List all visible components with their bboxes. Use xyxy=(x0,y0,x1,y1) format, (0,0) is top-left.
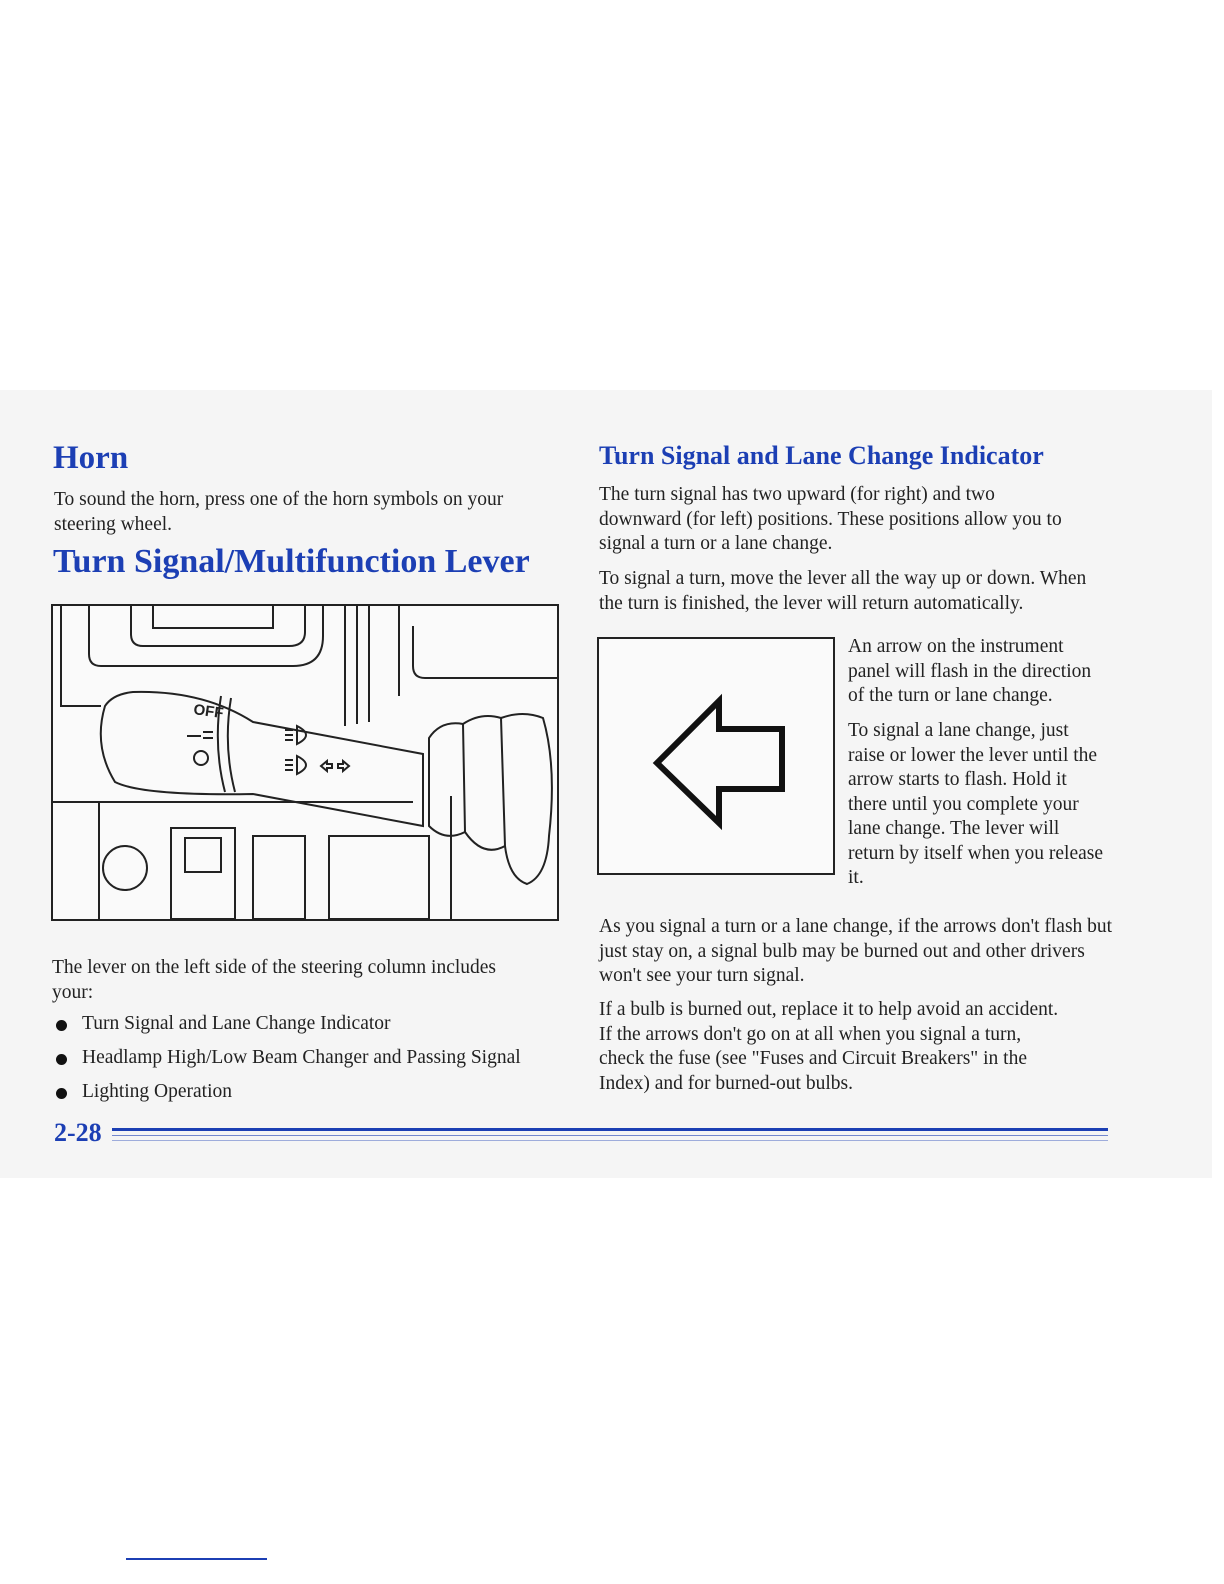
horn-heading: Horn xyxy=(53,440,129,476)
page-number: 2-28 xyxy=(54,1118,102,1147)
lever-intro: The lever on the left side of the steering column includes your: xyxy=(52,957,497,1003)
bottom-link-line xyxy=(126,1558,267,1560)
turn-signal-p6: If a bulb is burned out, replace it to help avoid an accident. If the arrows don't go on at all when you signal a turn, check the fuse (see "Fuses and Circuit Breakers" in the Index) and for burned-out bulbs. xyxy=(599,999,1059,1094)
turn-signal-p1: The turn signal has two upward (for right) and two downward (for left) positions. These positions allow you to signal a turn or a lane change. xyxy=(599,484,1062,554)
turn-signal-p4: To signal a lane change, just raise or lower the lever until the arrow starts to flash. Hold it there until you complete your lane change. The lever will return by itself when you release it. xyxy=(848,720,1104,888)
off-label: OFF xyxy=(192,701,225,723)
arrow-illustration xyxy=(597,637,835,875)
list-item: Lighting Operation xyxy=(52,1080,521,1114)
list-item: Headlamp High/Low Beam Changer and Passing Signal xyxy=(52,1046,521,1080)
lever-heading: Turn Signal/Multifunction Lever xyxy=(53,543,530,580)
footer-rule-thin xyxy=(112,1135,1108,1136)
turn-signal-p5: As you signal a turn or a lane change, if the arrows don't flash but just stay on, a signal bulb may be burned out and other drivers won't see your turn signal. xyxy=(599,916,1113,986)
lever-drawing xyxy=(53,606,557,919)
lever-feature-list xyxy=(52,1012,521,1114)
turn-signal-heading: Turn Signal and Lane Change Indicator xyxy=(599,441,1044,470)
footer-rule xyxy=(112,1128,1108,1131)
turn-signal-p2: To signal a turn, move the lever all the way up or down. When the turn is finished, the lever will return automatically. xyxy=(599,568,1087,614)
list-item: Turn Signal and Lane Change Indicator xyxy=(52,1012,521,1046)
footer-rule-thin xyxy=(112,1140,1108,1141)
left-arrow-icon xyxy=(599,639,833,873)
turn-signal-p3: An arrow on the instrument panel will flash in the direction of the turn or lane change. xyxy=(848,636,1092,706)
lever-illustration xyxy=(51,604,559,921)
horn-text: To sound the horn, press one of the horn symbols on your steering wheel. xyxy=(54,489,504,535)
bullet-icon xyxy=(56,1020,67,1031)
bullet-icon xyxy=(56,1054,67,1065)
bullet-icon xyxy=(56,1088,67,1099)
